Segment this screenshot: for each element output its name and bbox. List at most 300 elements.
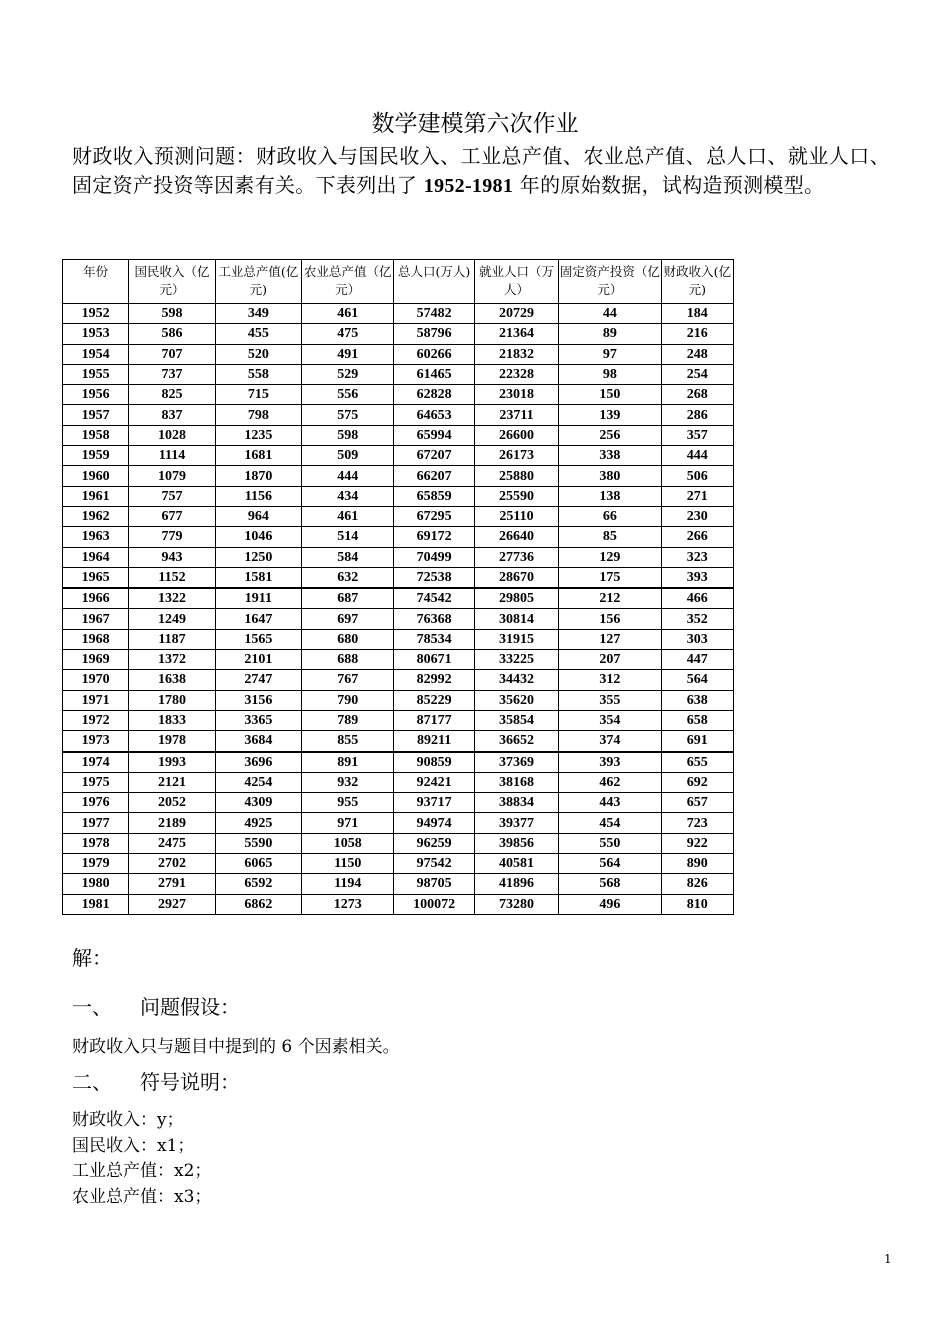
table-cell: 97542 <box>394 854 474 874</box>
table-cell: 688 <box>302 650 394 670</box>
table-cell: 723 <box>661 813 733 833</box>
table-cell: 87177 <box>394 710 474 730</box>
table-cell: 1993 <box>129 752 215 773</box>
table-row <box>63 588 734 609</box>
table-cell: 790 <box>302 690 394 710</box>
table-cell: 212 <box>559 588 661 609</box>
table-cell: 575 <box>302 405 394 425</box>
table-cell: 6862 <box>215 894 301 914</box>
table-cell: 40581 <box>474 854 558 874</box>
solution-label: 解： <box>72 946 112 970</box>
symbol-item: 财政收入：y； <box>72 1110 184 1130</box>
table-cell: 789 <box>302 710 394 730</box>
table-cell: 443 <box>559 793 661 813</box>
table-cell: 1954 <box>63 344 129 364</box>
table-cell: 44 <box>559 304 661 324</box>
header-employed-population: 就业人口（万人） <box>474 260 558 304</box>
table-cell: 1980 <box>63 874 129 894</box>
section-2-heading <box>72 1068 240 1096</box>
table-cell: 139 <box>559 405 661 425</box>
table-cell: 34432 <box>474 670 558 690</box>
table-cell: 444 <box>661 446 733 466</box>
symbol-item: 工业总产值：x2； <box>72 1161 212 1181</box>
table-row <box>63 405 734 425</box>
table-cell: 3696 <box>215 752 301 773</box>
table-cell: 380 <box>559 466 661 486</box>
table-cell: 1957 <box>63 405 129 425</box>
table-cell: 175 <box>559 567 661 588</box>
table-cell: 2791 <box>129 874 215 894</box>
table-cell: 491 <box>302 344 394 364</box>
table-cell: 779 <box>129 527 215 547</box>
table-cell: 230 <box>661 506 733 526</box>
table-cell: 38834 <box>474 793 558 813</box>
table-cell: 33225 <box>474 650 558 670</box>
table-cell: 586 <box>129 324 215 344</box>
table-cell: 1967 <box>63 609 129 629</box>
table-cell: 447 <box>661 650 733 670</box>
table-cell: 520 <box>215 344 301 364</box>
table-cell: 1638 <box>129 670 215 690</box>
table-cell: 1962 <box>63 506 129 526</box>
section-1-title: 问题假设： <box>140 995 240 1019</box>
table-cell: 1911 <box>215 588 301 609</box>
table-cell: 65994 <box>394 425 474 445</box>
table-cell: 65859 <box>394 486 474 506</box>
table-row <box>63 567 734 588</box>
table-cell: 60266 <box>394 344 474 364</box>
table-cell: 3156 <box>215 690 301 710</box>
table-cell: 37369 <box>474 752 558 773</box>
table-cell: 1079 <box>129 466 215 486</box>
table-row <box>63 324 734 344</box>
table-cell: 1581 <box>215 567 301 588</box>
table-cell: 349 <box>215 304 301 324</box>
table-cell: 509 <box>302 446 394 466</box>
table-cell: 837 <box>129 405 215 425</box>
table-cell: 655 <box>661 752 733 773</box>
table-cell: 1780 <box>129 690 215 710</box>
table-cell: 715 <box>215 385 301 405</box>
table-cell: 41896 <box>474 874 558 894</box>
table-cell: 58796 <box>394 324 474 344</box>
table-cell: 23711 <box>474 405 558 425</box>
table-cell: 3365 <box>215 710 301 730</box>
table-cell: 691 <box>661 731 733 752</box>
table-cell: 64653 <box>394 405 474 425</box>
header-agricultural-output: 农业总产值（亿元） <box>302 260 394 304</box>
table-cell: 26600 <box>474 425 558 445</box>
table-body <box>63 304 734 915</box>
table-cell: 303 <box>661 629 733 649</box>
table-cell: 216 <box>661 324 733 344</box>
table-cell: 1194 <box>302 874 394 894</box>
table-cell: 393 <box>559 752 661 773</box>
table-header-row <box>63 260 734 304</box>
table-cell: 1972 <box>63 710 129 730</box>
table-row <box>63 752 734 773</box>
table-cell: 2189 <box>129 813 215 833</box>
table-cell: 558 <box>215 364 301 384</box>
table-cell: 207 <box>559 650 661 670</box>
table-cell: 1156 <box>215 486 301 506</box>
table-cell: 798 <box>215 405 301 425</box>
table-cell: 1152 <box>129 567 215 588</box>
table-cell: 31915 <box>474 629 558 649</box>
symbol-item: 农业总产值：x3； <box>72 1186 212 1207</box>
table-row <box>63 547 734 567</box>
header-fixed-investment: 固定资产投资（亿元） <box>559 260 661 304</box>
table-cell: 39856 <box>474 833 558 853</box>
table-cell: 1955 <box>63 364 129 384</box>
table-row <box>63 364 734 384</box>
table-cell: 1150 <box>302 854 394 874</box>
table-cell: 248 <box>661 344 733 364</box>
table-cell: 4309 <box>215 793 301 813</box>
table-cell: 36652 <box>474 731 558 752</box>
table-cell: 62828 <box>394 385 474 405</box>
header-year: 年份 <box>63 260 129 304</box>
table-cell: 461 <box>302 506 394 526</box>
table-row <box>63 731 734 752</box>
table-cell: 598 <box>302 425 394 445</box>
symbol-list <box>72 1108 211 1210</box>
table-cell: 932 <box>302 772 394 792</box>
table-row <box>63 506 734 526</box>
table-cell: 4925 <box>215 813 301 833</box>
table-cell: 3684 <box>215 731 301 752</box>
table-cell: 80671 <box>394 650 474 670</box>
table-cell: 25590 <box>474 486 558 506</box>
table-cell: 1966 <box>63 588 129 609</box>
table-row <box>63 874 734 894</box>
table-cell: 955 <box>302 793 394 813</box>
table-cell: 150 <box>559 385 661 405</box>
table-row <box>63 710 734 730</box>
table-cell: 70499 <box>394 547 474 567</box>
table-cell: 1963 <box>63 527 129 547</box>
table-cell: 529 <box>302 364 394 384</box>
table-cell: 455 <box>215 324 301 344</box>
table-cell: 1273 <box>302 894 394 914</box>
table-cell: 6065 <box>215 854 301 874</box>
table-cell: 27736 <box>474 547 558 567</box>
table-cell: 82992 <box>394 670 474 690</box>
section-1-heading <box>72 993 240 1021</box>
table-cell: 461 <box>302 304 394 324</box>
symbol-item: 国民收入：x1； <box>72 1135 195 1156</box>
page-number: 1 <box>884 1252 892 1266</box>
table-cell: 57482 <box>394 304 474 324</box>
table-cell: 393 <box>661 567 733 588</box>
table-cell: 156 <box>559 609 661 629</box>
table-cell: 466 <box>661 588 733 609</box>
table-row <box>63 894 734 914</box>
table-row <box>63 813 734 833</box>
table-cell: 28670 <box>474 567 558 588</box>
table-cell: 26173 <box>474 446 558 466</box>
table-cell: 1961 <box>63 486 129 506</box>
table-cell: 266 <box>661 527 733 547</box>
table-cell: 138 <box>559 486 661 506</box>
table-cell: 254 <box>661 364 733 384</box>
table-cell: 67207 <box>394 446 474 466</box>
table-row <box>63 425 734 445</box>
table-cell: 97 <box>559 344 661 364</box>
table-cell: 632 <box>302 567 394 588</box>
table-cell: 890 <box>661 854 733 874</box>
table-cell: 1870 <box>215 466 301 486</box>
table-cell: 506 <box>661 466 733 486</box>
table-row <box>63 385 734 405</box>
table-cell: 475 <box>302 324 394 344</box>
table-cell: 598 <box>129 304 215 324</box>
table-cell: 454 <box>559 813 661 833</box>
table-cell: 26640 <box>474 527 558 547</box>
table-cell: 496 <box>559 894 661 914</box>
table-cell: 66207 <box>394 466 474 486</box>
table-cell: 810 <box>661 894 733 914</box>
table-cell: 680 <box>302 629 394 649</box>
table-row <box>63 650 734 670</box>
table-cell: 73280 <box>474 894 558 914</box>
table-cell: 757 <box>129 486 215 506</box>
table-cell: 971 <box>302 813 394 833</box>
table-cell: 1964 <box>63 547 129 567</box>
table-cell: 462 <box>559 772 661 792</box>
table-row <box>63 690 734 710</box>
table-cell: 338 <box>559 446 661 466</box>
table-cell: 1976 <box>63 793 129 813</box>
header-national-income: 国民收入（亿元） <box>129 260 215 304</box>
table-cell: 98 <box>559 364 661 384</box>
table-cell: 825 <box>129 385 215 405</box>
table-cell: 129 <box>559 547 661 567</box>
table-row <box>63 793 734 813</box>
table-cell: 1959 <box>63 446 129 466</box>
table-cell: 584 <box>302 547 394 567</box>
section-1-text: 财政收入只与题目中提到的 6 个因素相关。 <box>72 1037 400 1057</box>
table-cell: 30814 <box>474 609 558 629</box>
table-cell: 268 <box>661 385 733 405</box>
table-row <box>63 854 734 874</box>
table-cell: 354 <box>559 710 661 730</box>
table-cell: 434 <box>302 486 394 506</box>
header-fiscal-revenue: 财政收入(亿元) <box>661 260 733 304</box>
table-cell: 707 <box>129 344 215 364</box>
table-cell: 657 <box>661 793 733 813</box>
table-cell: 74542 <box>394 588 474 609</box>
table-row <box>63 344 734 364</box>
table-row <box>63 304 734 324</box>
table-cell: 964 <box>215 506 301 526</box>
table-cell: 2121 <box>129 772 215 792</box>
table-cell: 355 <box>559 690 661 710</box>
table-cell: 2747 <box>215 670 301 690</box>
table-cell: 100072 <box>394 894 474 914</box>
table-cell: 23018 <box>474 385 558 405</box>
table-cell: 22328 <box>474 364 558 384</box>
table-cell: 556 <box>302 385 394 405</box>
table-cell: 2702 <box>129 854 215 874</box>
table-cell: 127 <box>559 629 661 649</box>
table-cell: 352 <box>661 609 733 629</box>
table-cell: 444 <box>302 466 394 486</box>
table-cell: 184 <box>661 304 733 324</box>
table-cell: 1969 <box>63 650 129 670</box>
table-cell: 2927 <box>129 894 215 914</box>
table-cell: 550 <box>559 833 661 853</box>
table-row <box>63 670 734 690</box>
table-cell: 1250 <box>215 547 301 567</box>
header-total-population: 总人口(万人) <box>394 260 474 304</box>
table-cell: 2052 <box>129 793 215 813</box>
table-cell: 891 <box>302 752 394 773</box>
table-cell: 35620 <box>474 690 558 710</box>
table-row <box>63 772 734 792</box>
table-row <box>63 609 734 629</box>
table-cell: 1028 <box>129 425 215 445</box>
table-cell: 256 <box>559 425 661 445</box>
table-cell: 20729 <box>474 304 558 324</box>
table-cell: 564 <box>559 854 661 874</box>
table-cell: 2101 <box>215 650 301 670</box>
table-cell: 286 <box>661 405 733 425</box>
document-title: 数学建模第六次作业 <box>371 111 579 137</box>
table-cell: 943 <box>129 547 215 567</box>
table-cell: 72538 <box>394 567 474 588</box>
table-cell: 568 <box>559 874 661 894</box>
table-cell: 1971 <box>63 690 129 710</box>
table-cell: 855 <box>302 731 394 752</box>
table-cell: 67295 <box>394 506 474 526</box>
table-cell: 1187 <box>129 629 215 649</box>
table-cell: 29805 <box>474 588 558 609</box>
table-row <box>63 833 734 853</box>
table-cell: 4254 <box>215 772 301 792</box>
table-cell: 687 <box>302 588 394 609</box>
table-cell: 25110 <box>474 506 558 526</box>
table-row <box>63 629 734 649</box>
table-cell: 1974 <box>63 752 129 773</box>
table-cell: 1046 <box>215 527 301 547</box>
section-2-title: 符号说明： <box>140 1070 240 1094</box>
table-cell: 697 <box>302 609 394 629</box>
intro-text-1: 财政收入预测问题：财政收入与国民收入、工业总产值、农业总产值、总人口、就业人口、固定资产投资等因素有关。下表列出了 <box>72 144 890 197</box>
table-cell: 21364 <box>474 324 558 344</box>
table-cell: 1979 <box>63 854 129 874</box>
table-cell: 39377 <box>474 813 558 833</box>
table-cell: 658 <box>661 710 733 730</box>
table-cell: 1249 <box>129 609 215 629</box>
table-cell: 78534 <box>394 629 474 649</box>
table-cell: 94974 <box>394 813 474 833</box>
table-row <box>63 486 734 506</box>
table-cell: 767 <box>302 670 394 690</box>
table-cell: 1565 <box>215 629 301 649</box>
data-table <box>62 259 734 915</box>
table-cell: 1978 <box>63 833 129 853</box>
table-cell: 1372 <box>129 650 215 670</box>
table-cell: 25880 <box>474 466 558 486</box>
table-row <box>63 466 734 486</box>
table-cell: 98705 <box>394 874 474 894</box>
table-cell: 677 <box>129 506 215 526</box>
table-cell: 323 <box>661 547 733 567</box>
table-cell: 564 <box>661 670 733 690</box>
table-cell: 92421 <box>394 772 474 792</box>
table-cell: 85229 <box>394 690 474 710</box>
table-cell: 1973 <box>63 731 129 752</box>
table-cell: 1322 <box>129 588 215 609</box>
table-cell: 1958 <box>63 425 129 445</box>
table-cell: 312 <box>559 670 661 690</box>
table-cell: 357 <box>661 425 733 445</box>
table-cell: 1952 <box>63 304 129 324</box>
table-cell: 922 <box>661 833 733 853</box>
table-cell: 1956 <box>63 385 129 405</box>
table-row <box>63 527 734 547</box>
table-cell: 826 <box>661 874 733 894</box>
table-cell: 1968 <box>63 629 129 649</box>
table-cell: 1953 <box>63 324 129 344</box>
table-cell: 1978 <box>129 731 215 752</box>
intro-text-2: 年的原始数据，试构造预测模型。 <box>513 173 825 197</box>
table-cell: 2475 <box>129 833 215 853</box>
header-industrial-output: 工业总产值(亿元) <box>215 260 301 304</box>
table-cell: 76368 <box>394 609 474 629</box>
table-cell: 61465 <box>394 364 474 384</box>
table-cell: 93717 <box>394 793 474 813</box>
table-cell: 35854 <box>474 710 558 730</box>
table-cell: 89 <box>559 324 661 344</box>
table-cell: 1833 <box>129 710 215 730</box>
table-cell: 89211 <box>394 731 474 752</box>
table-cell: 1058 <box>302 833 394 853</box>
table-cell: 5590 <box>215 833 301 853</box>
table-cell: 1975 <box>63 772 129 792</box>
table-cell: 1960 <box>63 466 129 486</box>
table-cell: 1235 <box>215 425 301 445</box>
table-row <box>63 446 734 466</box>
table-cell: 1114 <box>129 446 215 466</box>
table-cell: 1970 <box>63 670 129 690</box>
table-cell: 1965 <box>63 567 129 588</box>
table-cell: 90859 <box>394 752 474 773</box>
table-cell: 38168 <box>474 772 558 792</box>
table-cell: 737 <box>129 364 215 384</box>
table-cell: 692 <box>661 772 733 792</box>
table-cell: 374 <box>559 731 661 752</box>
table-cell: 638 <box>661 690 733 710</box>
table-cell: 1981 <box>63 894 129 914</box>
table-cell: 514 <box>302 527 394 547</box>
table-cell: 85 <box>559 527 661 547</box>
table-cell: 96259 <box>394 833 474 853</box>
problem-statement <box>72 142 890 201</box>
table-cell: 1647 <box>215 609 301 629</box>
table-cell: 1681 <box>215 446 301 466</box>
intro-years: 1952-1981 <box>423 175 514 197</box>
section-1-number: 一、 <box>72 995 112 1019</box>
table-cell: 66 <box>559 506 661 526</box>
table-cell: 1977 <box>63 813 129 833</box>
table-cell: 6592 <box>215 874 301 894</box>
section-2-number: 二、 <box>72 1070 112 1094</box>
table-cell: 21832 <box>474 344 558 364</box>
table-cell: 69172 <box>394 527 474 547</box>
table-cell: 271 <box>661 486 733 506</box>
